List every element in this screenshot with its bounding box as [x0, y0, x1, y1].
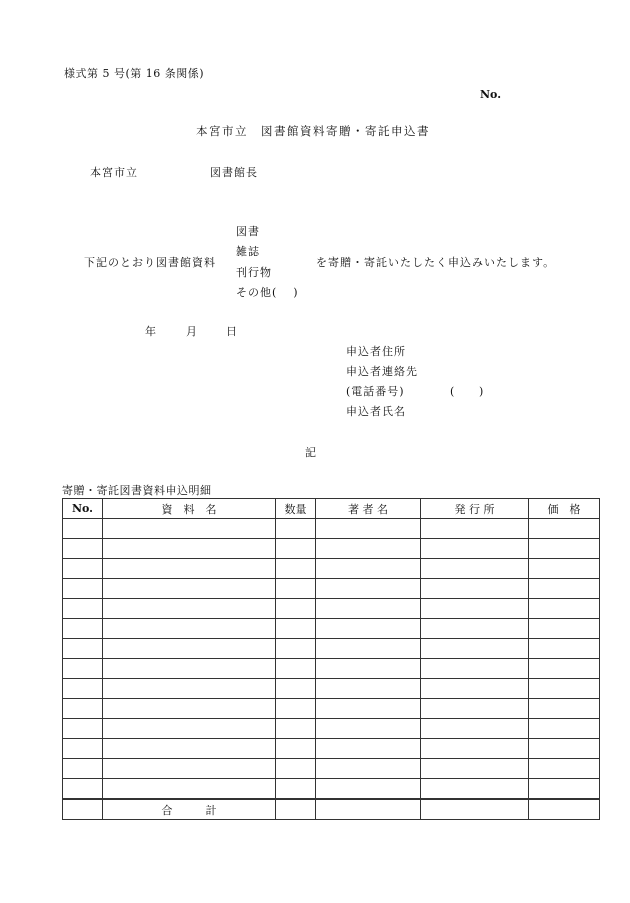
total-cell-price[interactable]	[529, 799, 600, 820]
table-row	[63, 539, 600, 559]
cell-material[interactable]	[103, 699, 276, 719]
total-label: 合 計	[103, 799, 276, 820]
date-month-label: 月	[186, 325, 197, 338]
header-author: 著 者 名	[316, 499, 421, 519]
cell-price[interactable]	[529, 559, 600, 579]
cell-price[interactable]	[529, 779, 600, 800]
request-suffix: を寄贈・寄託いたしたく申込みいたします。	[316, 256, 556, 269]
table-row	[63, 699, 600, 719]
cell-publisher[interactable]	[421, 639, 529, 659]
cell-no[interactable]	[63, 719, 103, 739]
table-row	[63, 659, 600, 679]
cell-author[interactable]	[316, 579, 421, 599]
total-cell-quantity[interactable]	[276, 799, 316, 820]
cell-price[interactable]	[529, 539, 600, 559]
cell-author[interactable]	[316, 599, 421, 619]
total-row	[63, 799, 600, 820]
cell-material[interactable]	[103, 579, 276, 599]
cell-quantity[interactable]	[276, 779, 316, 800]
cell-material[interactable]	[103, 599, 276, 619]
cell-author[interactable]	[316, 779, 421, 800]
cell-author[interactable]	[316, 699, 421, 719]
cell-price[interactable]	[529, 639, 600, 659]
cell-quantity[interactable]	[276, 599, 316, 619]
addressee-city: 本宮市立	[90, 166, 138, 179]
cell-author[interactable]	[316, 539, 421, 559]
cell-publisher[interactable]	[421, 679, 529, 699]
total-cell-no	[63, 799, 103, 820]
request-prefix: 下記のとおり図書館資料	[84, 256, 216, 269]
cell-no[interactable]	[63, 579, 103, 599]
cell-author[interactable]	[316, 639, 421, 659]
cell-quantity[interactable]	[276, 619, 316, 639]
cell-no[interactable]	[63, 599, 103, 619]
cell-material[interactable]	[103, 659, 276, 679]
cell-author[interactable]	[316, 719, 421, 739]
cell-author[interactable]	[316, 679, 421, 699]
cell-publisher[interactable]	[421, 719, 529, 739]
table-row	[63, 779, 600, 800]
table-row	[63, 759, 600, 779]
cell-quantity[interactable]	[276, 719, 316, 739]
cell-material[interactable]	[103, 679, 276, 699]
cell-no[interactable]	[63, 739, 103, 759]
phone-paren-open: (	[450, 385, 455, 398]
cell-material[interactable]	[103, 559, 276, 579]
cell-quantity[interactable]	[276, 759, 316, 779]
phone-paren-close: )	[479, 385, 484, 398]
cell-quantity[interactable]	[276, 699, 316, 719]
cell-author[interactable]	[316, 619, 421, 639]
option-books: 図書	[236, 225, 260, 238]
cell-author[interactable]	[316, 659, 421, 679]
table-header-row	[63, 499, 600, 519]
cell-material[interactable]	[103, 619, 276, 639]
cell-publisher[interactable]	[421, 619, 529, 639]
cell-no[interactable]	[63, 519, 103, 539]
table-body	[63, 519, 600, 820]
date-day-label: 日	[226, 325, 237, 338]
table-row	[63, 579, 600, 599]
cell-author[interactable]	[316, 519, 421, 539]
cell-no[interactable]	[63, 759, 103, 779]
cell-price[interactable]	[529, 739, 600, 759]
cell-price[interactable]	[529, 579, 600, 599]
cell-price[interactable]	[529, 759, 600, 779]
option-other-label: その他(	[236, 286, 278, 299]
cell-publisher[interactable]	[421, 659, 529, 679]
table-row	[63, 599, 600, 619]
cell-no[interactable]	[63, 699, 103, 719]
header-publisher: 発 行 所	[421, 499, 529, 519]
cell-publisher[interactable]	[421, 779, 529, 800]
cell-material[interactable]	[103, 539, 276, 559]
option-other-close: )	[293, 286, 299, 299]
cell-publisher[interactable]	[421, 699, 529, 719]
document-number-label: No.	[480, 88, 502, 101]
date-year-label: 年	[145, 325, 156, 338]
cell-quantity[interactable]	[276, 519, 316, 539]
cell-quantity[interactable]	[276, 659, 316, 679]
cell-publisher[interactable]	[421, 739, 529, 759]
document-title: 本宮市立 図書館資料寄贈・寄託申込書	[196, 124, 430, 138]
applicant-contact-label: 申込者連絡先	[346, 365, 418, 378]
table-row	[63, 679, 600, 699]
cell-material[interactable]	[103, 519, 276, 539]
cell-quantity[interactable]	[276, 579, 316, 599]
header-no: No.	[63, 499, 103, 519]
section-mark: 記	[305, 446, 316, 459]
cell-author[interactable]	[316, 739, 421, 759]
header-price: 価 格	[529, 499, 600, 519]
table-row	[63, 739, 600, 759]
option-other	[236, 287, 299, 298]
cell-quantity[interactable]	[276, 739, 316, 759]
cell-no[interactable]	[63, 679, 103, 699]
table-row	[63, 639, 600, 659]
cell-publisher[interactable]	[421, 579, 529, 599]
cell-author[interactable]	[316, 559, 421, 579]
cell-material[interactable]	[103, 639, 276, 659]
cell-material[interactable]	[103, 739, 276, 759]
cell-price[interactable]	[529, 659, 600, 679]
cell-price[interactable]	[529, 619, 600, 639]
addressee-director: 図書館長	[210, 166, 258, 179]
cell-no[interactable]	[63, 659, 103, 679]
applicant-name-label: 申込者氏名	[346, 405, 406, 418]
table-row	[63, 619, 600, 639]
cell-price[interactable]	[529, 519, 600, 539]
cell-no[interactable]	[63, 559, 103, 579]
cell-material[interactable]	[103, 779, 276, 800]
total-cell-publisher	[421, 799, 529, 820]
cell-price[interactable]	[529, 679, 600, 699]
table-row	[63, 559, 600, 579]
detail-table	[62, 498, 600, 820]
cell-price[interactable]	[529, 719, 600, 739]
cell-no[interactable]	[63, 619, 103, 639]
table-caption: 寄贈・寄託図書資料申込明細	[62, 484, 212, 497]
cell-publisher[interactable]	[421, 539, 529, 559]
cell-quantity[interactable]	[276, 679, 316, 699]
option-magazines: 雑誌	[236, 245, 260, 258]
applicant-phone-label: (電話番号)	[346, 385, 405, 398]
header-material: 資 料 名	[103, 499, 276, 519]
cell-publisher[interactable]	[421, 759, 529, 779]
cell-publisher[interactable]	[421, 519, 529, 539]
table-row	[63, 519, 600, 539]
cell-price[interactable]	[529, 599, 600, 619]
cell-no[interactable]	[63, 639, 103, 659]
cell-material[interactable]	[103, 759, 276, 779]
cell-quantity[interactable]	[276, 639, 316, 659]
cell-author[interactable]	[316, 759, 421, 779]
applicant-address-label: 申込者住所	[346, 345, 406, 358]
option-publications: 刊行物	[236, 266, 272, 279]
cell-price[interactable]	[529, 699, 600, 719]
cell-no[interactable]	[63, 539, 103, 559]
cell-quantity[interactable]	[276, 539, 316, 559]
header-quantity: 数量	[276, 499, 316, 519]
cell-publisher[interactable]	[421, 559, 529, 579]
form-number: 様式第 5 号(第 16 条関係)	[64, 67, 205, 80]
cell-no[interactable]	[63, 779, 103, 800]
cell-quantity[interactable]	[276, 559, 316, 579]
cell-publisher[interactable]	[421, 599, 529, 619]
cell-material[interactable]	[103, 719, 276, 739]
total-cell-author	[316, 799, 421, 820]
table-row	[63, 719, 600, 739]
